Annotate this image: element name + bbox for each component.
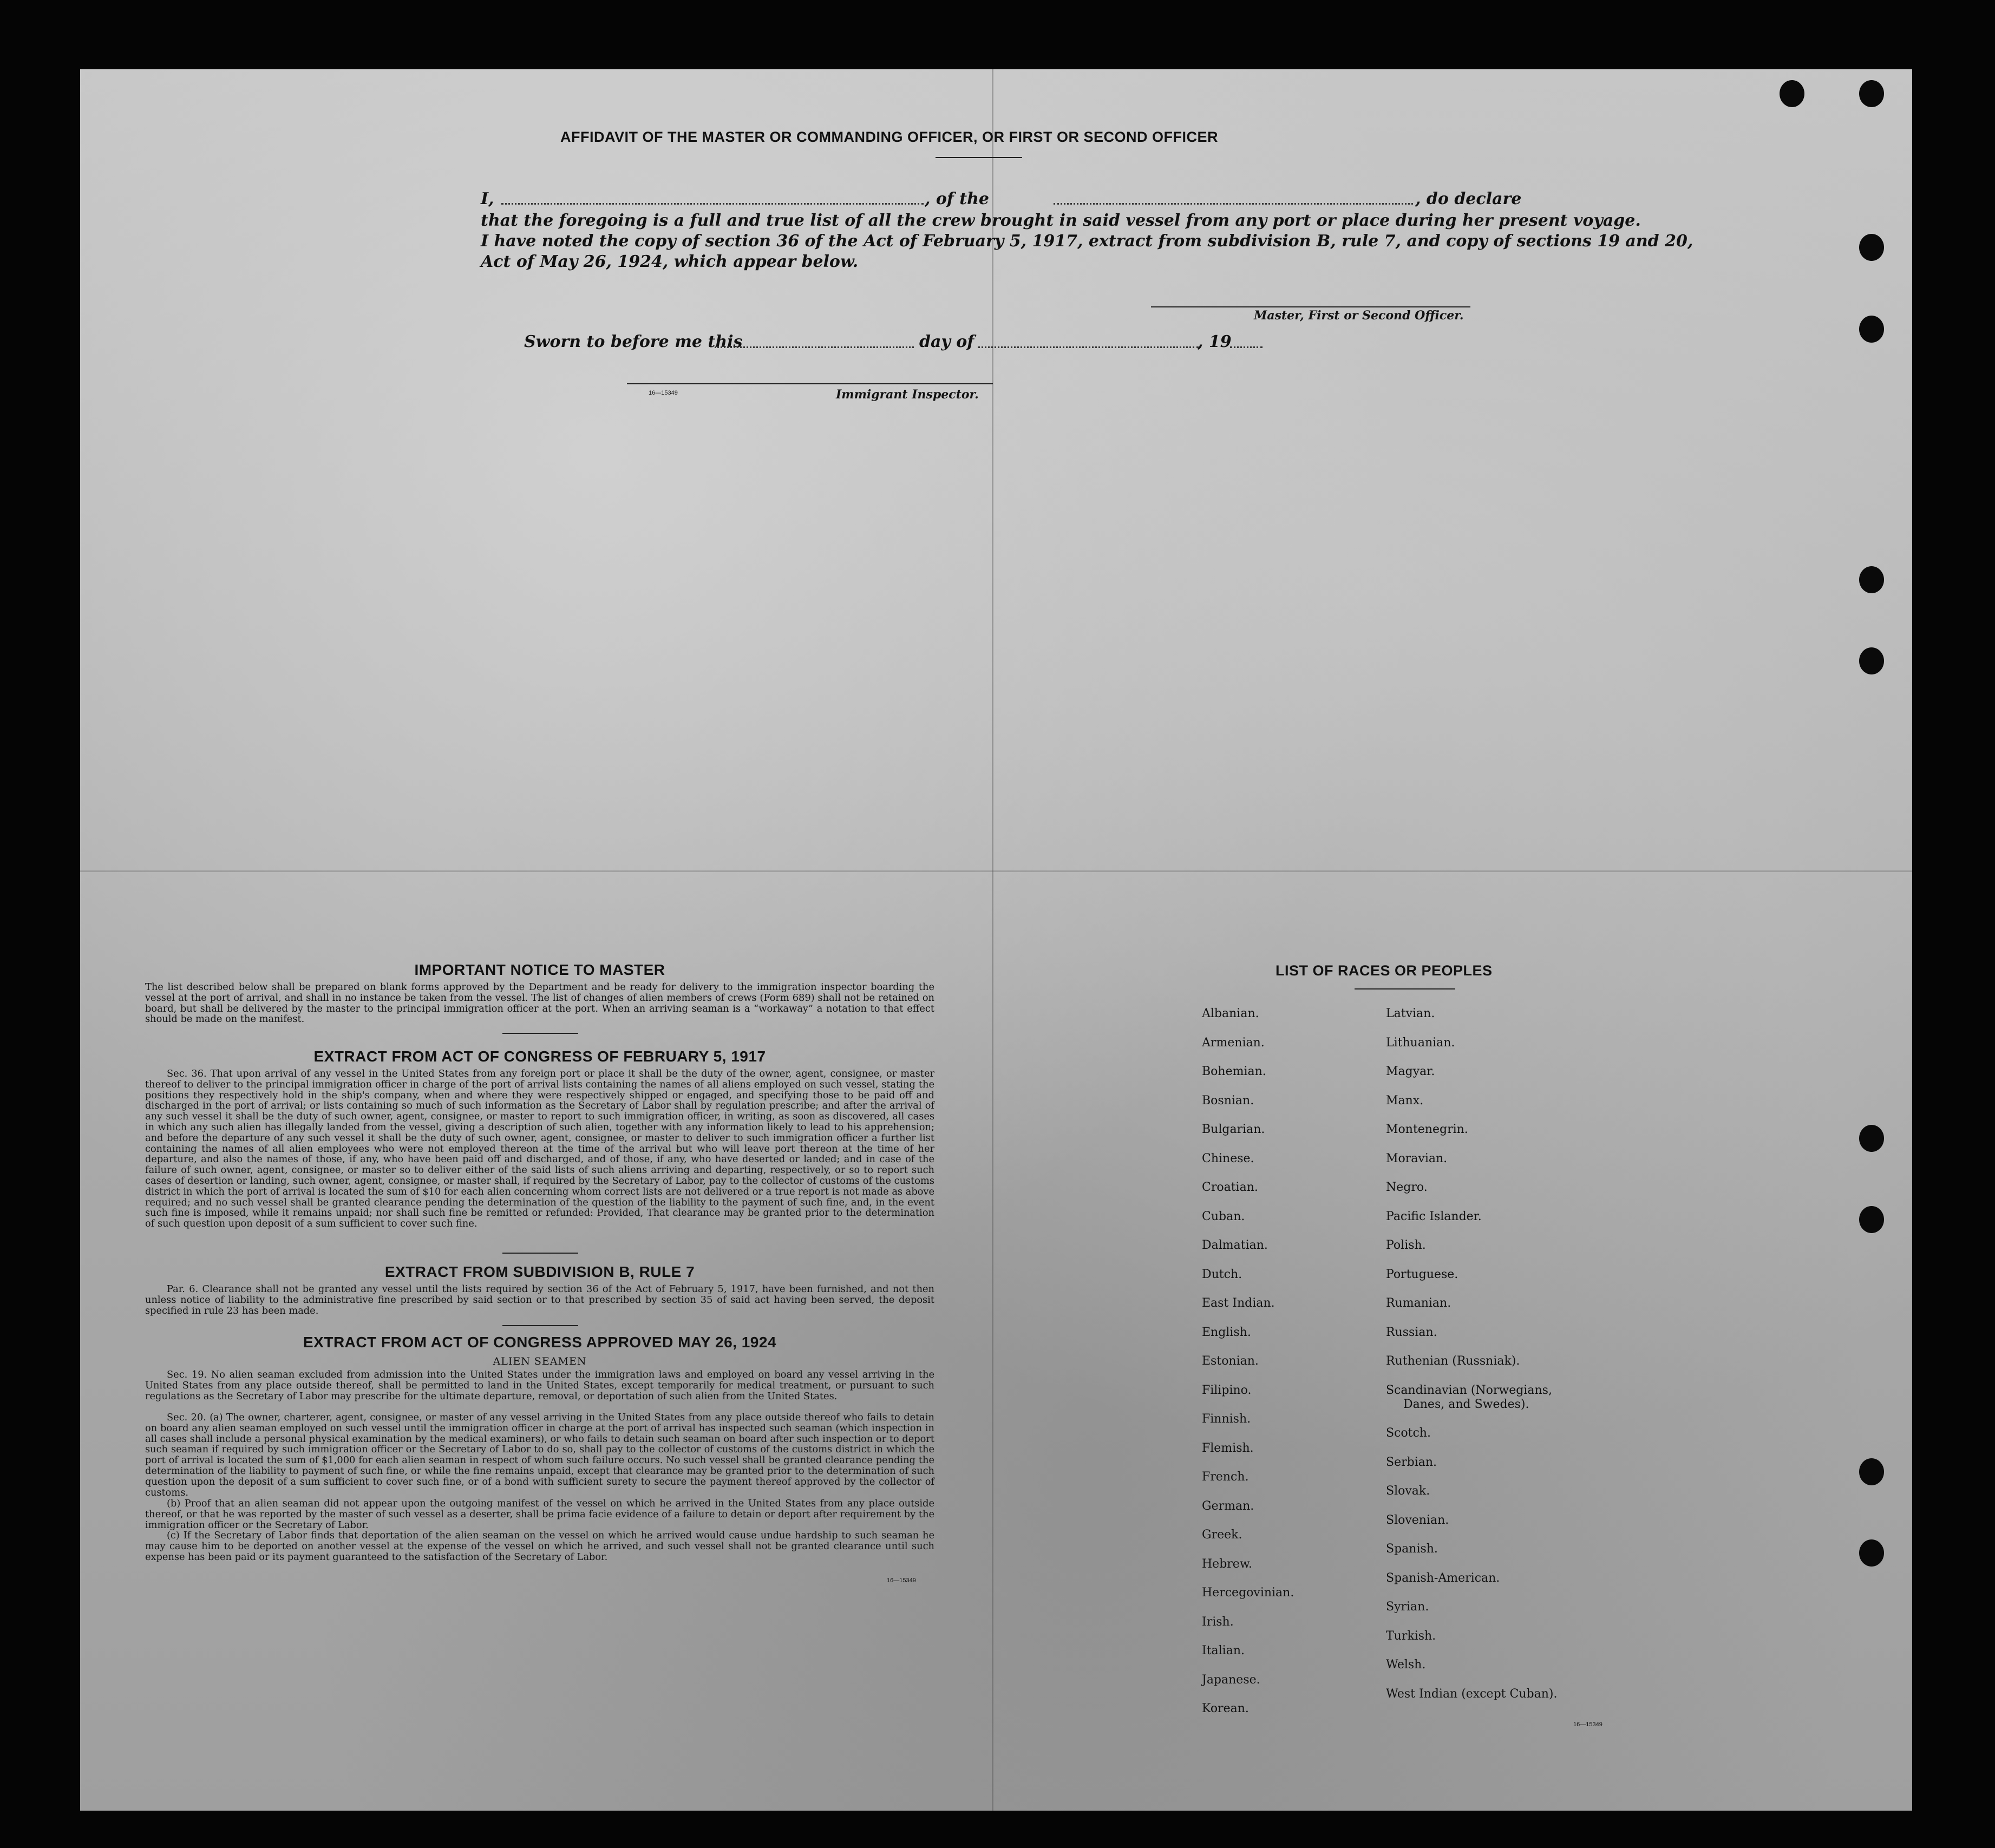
race-item: Slovenian.	[1386, 1513, 1449, 1527]
sworn-label: Sworn to before me this	[524, 332, 743, 351]
punch-hole	[1859, 1458, 1884, 1485]
extract-rule7-rule	[502, 1325, 578, 1326]
affidavit-line-4: Act of May 26, 1924, which appear below.	[481, 252, 859, 271]
race-item: Moravian.	[1386, 1151, 1448, 1165]
affidavit-title-rule	[936, 157, 1022, 158]
race-item: Latvian.	[1386, 1007, 1435, 1020]
race-item: Dalmatian.	[1202, 1238, 1268, 1252]
race-item: Hercegovinian.	[1202, 1586, 1294, 1600]
sworn-day-field[interactable]	[715, 346, 914, 348]
form-number-top: 16—15349	[649, 390, 678, 396]
race-item: Greek.	[1202, 1528, 1242, 1542]
form-number-right: 16—15349	[1573, 1721, 1602, 1728]
race-item: Hebrew.	[1202, 1557, 1253, 1571]
race-item: English.	[1202, 1325, 1251, 1339]
race-item: Syrian.	[1386, 1600, 1429, 1614]
race-item: Turkish.	[1386, 1629, 1436, 1643]
race-item: Spanish.	[1386, 1542, 1438, 1556]
affidavit-do-declare-label: , do declare	[1415, 189, 1522, 208]
race-item: Welsh.	[1386, 1658, 1426, 1672]
race-item: Albanian.	[1202, 1007, 1259, 1020]
extract-1924-title: EXTRACT FROM ACT OF CONGRESS APPROVED MAY 26, 1924	[303, 1334, 776, 1351]
punch-hole	[1859, 80, 1884, 107]
notice-title: IMPORTANT NOTICE TO MASTER	[414, 961, 665, 978]
race-item: Italian.	[1202, 1644, 1245, 1657]
sworn-month-field[interactable]	[978, 346, 1199, 348]
punch-hole	[1780, 80, 1804, 107]
master-signature-label: Master, First or Second Officer.	[1254, 309, 1464, 323]
master-name-field[interactable]	[501, 203, 924, 205]
race-item: Croatian.	[1202, 1181, 1258, 1194]
race-item: Manx.	[1386, 1093, 1424, 1108]
extract-1917-title: EXTRACT FROM ACT OF CONGRESS OF FEBRUARY 5, 1917	[313, 1048, 766, 1065]
vertical-fold-line	[992, 69, 993, 1811]
race-item: French.	[1202, 1470, 1249, 1484]
year-prefix-label: , 19	[1198, 332, 1232, 351]
affidavit-i-label: I,	[481, 189, 494, 208]
inspector-label: Immigrant Inspector.	[836, 388, 979, 402]
punch-hole	[1859, 234, 1884, 261]
punch-hole	[1859, 566, 1884, 593]
race-item: Slovak.	[1386, 1484, 1430, 1498]
race-item: Portuguese.	[1386, 1267, 1458, 1281]
extract-1917-text: Sec. 36. That upon arrival of any vessel in the United States from any foreign port or place it shall be the duty of the owner, agent, consignee, or master thereof to deliver to the principal immigration officer in charge of the port of arrival lists containing the names of all aliens employed on such vessel, stating the positions they respectively hold in the ship's company, when and where they were respectively shipped or engaged, and specifying those to be paid off and discharged in the port of arrival; or lists containing so much of such information as the Secretary of Labor shall by regulation prescribe; and after the arrival of any such vessel it shall be the duty of such owner, agent, consignee, or master to report to such immigration officer, in writing, as soon as discovered, all cases in which any such alien has illegally landed from the vessel, giving a description of such alien, together with any information likely to lead to his apprehension; and before the departure of any such vessel it shall be the duty of such owner, agent, consignee, or master to deliver to such immigration officer a further list containing the names of all alien employees who were not employed thereon at the time of the arrival but who will leave port thereon at the time of her departure, and also the names of those, if any, who have been paid off and discharged, and of those, if any, who have deserted or landed; and in case of the failure of such owner, agent, consignee, or master so to deliver either of the said lists of such aliens arriving and departing, respectively, or so to report such cases of desertion or landing, such owner, agent, consignee, or master shall, if required by the Secretary of Labor, pay to the collector of customs of the customs district in which the port of arrival is located the sum of $10 for each alien concerning whom correct lists are not delivered or a true report is not made as above required; and no such vessel shall be granted clearance pending the determination of the question of the liability to the payment of such fine, and, in the event such fine is imposed, while it remains unpaid; nor shall such fine be remitted or refunded: Provided, That clearance may be granted prior to the determination of such question upon deposit of a sum sufficient to cover such fine.	[145, 1068, 934, 1230]
notice-text: The list described below shall be prepared on blank forms approved by the Department and be ready for delivery to the immigration inspector boarding the vessel at the port of arrival, and shall in no instance be taken from the vessel. The list of changes of alien members of crews (Form 689) shall not be retained on board, but shall be delivered by the master to the principal immigration officer at the port. When an arriving seaman is a “workaway” a notation to that effect should be made on the manifest.	[145, 981, 934, 1025]
race-item: Dutch.	[1202, 1267, 1242, 1281]
sworn-year-field[interactable]	[1230, 346, 1263, 348]
race-item: Estonian.	[1202, 1354, 1259, 1368]
race-item: Serbian.	[1386, 1455, 1437, 1469]
extract-1924-sec20a: Sec. 20. (a) The owner, charterer, agent, consignee, or master of any vessel arriving in the United States from any place outside thereof who fails to detain on board any alien seaman employed on such vessel until the immigration officer in charge at the port of arrival has inspected such seaman (which inspection in all cases shall include a personal physical examination by the medical examiners), or who fails to detain such seaman on board after such inspection or to deport such seaman if required by such immigration officer or the Secretary of Labor to do so, shall pay to the collector of customs of the customs district in which the port of arrival is located the sum of $1,000 for each alien seaman in respect of whom such failure occurs. No such vessel shall be granted clearance pending the determination of the liability to payment of such fine, or while the fine remains unpaid, except that clearance may be granted prior to the determination of such question upon the deposit of a sum sufficient to cover such fine, or of a bond with sufficient surety to secure the payment thereof approved by the collector of customs.	[145, 1412, 934, 1498]
race-item: Rumanian.	[1386, 1296, 1451, 1310]
race-item: Finnish.	[1202, 1412, 1251, 1426]
punch-hole	[1859, 316, 1884, 343]
punch-hole	[1859, 647, 1884, 674]
race-item: Russian.	[1386, 1325, 1437, 1339]
races-title: LIST OF RACES OR PEOPLES	[1276, 962, 1493, 979]
race-item: Pacific Islander.	[1386, 1209, 1482, 1223]
affidavit-line-3: I have noted the copy of section 36 of the Act of February 5, 1917, extract from subdivision B, rule 7, and copy of sections 19 and 20,	[481, 232, 1693, 251]
race-item: Bohemian.	[1202, 1065, 1266, 1078]
extract-rule7-title: EXTRACT FROM SUBDIVISION B, RULE 7	[384, 1263, 695, 1280]
extract-1917-rule	[502, 1253, 578, 1254]
horizontal-fold-line	[80, 870, 1912, 872]
race-item: Filipino.	[1202, 1383, 1252, 1397]
punch-hole	[1859, 1125, 1884, 1152]
punch-hole	[1859, 1206, 1884, 1233]
race-item: Chinese.	[1202, 1151, 1254, 1165]
vessel-name-field[interactable]	[1054, 203, 1413, 205]
form-number-left: 16—15349	[887, 1577, 916, 1584]
extract-1924-sec20b: (b) Proof that an alien seaman did not appear upon the outgoing manifest of the vessel on which he arrived in the United States from any place outside thereof, or that he was reported by the master of such vessel as a deserter, shall be prima facie evidence of a failure to detain or deport after requirement by the immigration officer or the Secretary of Labor.	[145, 1498, 934, 1531]
day-of-label: day of	[919, 332, 974, 351]
race-item: Japanese.	[1202, 1673, 1260, 1687]
race-item: Korean.	[1202, 1702, 1249, 1715]
race-item: Bosnian.	[1202, 1093, 1254, 1108]
race-item: German.	[1202, 1499, 1254, 1513]
race-item: Montenegrin.	[1386, 1123, 1468, 1136]
race-item: Polish.	[1386, 1238, 1426, 1252]
affidavit-title: AFFIDAVIT OF THE MASTER OR COMMANDING OFFICER, OR FIRST OR SECOND OFFICER	[560, 129, 1218, 145]
notice-rule	[502, 1033, 578, 1034]
races-title-rule	[1355, 988, 1455, 989]
affidavit-of-the-label: , of the	[925, 189, 990, 208]
document-page	[80, 69, 1912, 1811]
race-item: East Indian.	[1202, 1296, 1275, 1310]
race-item: Negro.	[1386, 1181, 1428, 1194]
race-item: Magyar.	[1386, 1065, 1435, 1078]
inspector-signature-line[interactable]	[627, 383, 993, 384]
race-item: Flemish.	[1202, 1441, 1254, 1455]
punch-hole	[1859, 1539, 1884, 1567]
race-item: Irish.	[1202, 1615, 1234, 1629]
race-item: Scotch.	[1386, 1426, 1431, 1440]
extract-1924-sec20c: (c) If the Secretary of Labor finds that deportation of the alien seaman on the vessel on which he arrived would cause undue hardship to such seaman he may cause him to be deported on another vessel at the expense of the vessel on which he arrived, and such vessel shall not be granted clearance until such expense has been paid or its payment guaranteed to the satisfaction of the Secretary of Labor.	[145, 1530, 934, 1563]
race-item: Armenian.	[1202, 1036, 1265, 1050]
master-signature-line[interactable]	[1151, 306, 1470, 307]
affidavit-line-2: that the foregoing is a full and true list of all the crew brought in said vessel from any port or place during her present voyage.	[481, 211, 1641, 230]
race-item: Bulgarian.	[1202, 1123, 1265, 1136]
extract-1924-sec19: Sec. 19. No alien seaman excluded from admission into the United States under the immigration laws and employed on board any vessel arriving in the United States from any place outside thereof, shall be permitted to land in the United States, except temporarily for medical treatment, or pursuant to such regulations as the Secretary of Labor may prescribe for the ultimate departure, removal, or deportation of such alien from the United States.	[145, 1369, 934, 1402]
race-item: Danes, and Swedes).	[1403, 1397, 1529, 1411]
race-item: Cuban.	[1202, 1209, 1245, 1223]
race-item: Spanish-American.	[1386, 1571, 1500, 1585]
race-item: West Indian (except Cuban).	[1386, 1687, 1558, 1701]
alien-seamen-subtitle: ALIEN SEAMEN	[493, 1355, 587, 1367]
race-item: Ruthenian (Russniak).	[1386, 1354, 1520, 1368]
race-item: Lithuanian.	[1386, 1036, 1455, 1050]
race-item: Scandinavian (Norwegians,	[1386, 1383, 1552, 1397]
extract-rule7-text: Par. 6. Clearance shall not be granted any vessel until the lists required by section 36 of the Act of February 5, 1917, have been furnished, and not then unless notice of liability to the administrative fine prescribed by said section or to that prescribed by section 35 of said act having been served, the deposit specified in rule 23 has been made.	[145, 1283, 934, 1316]
